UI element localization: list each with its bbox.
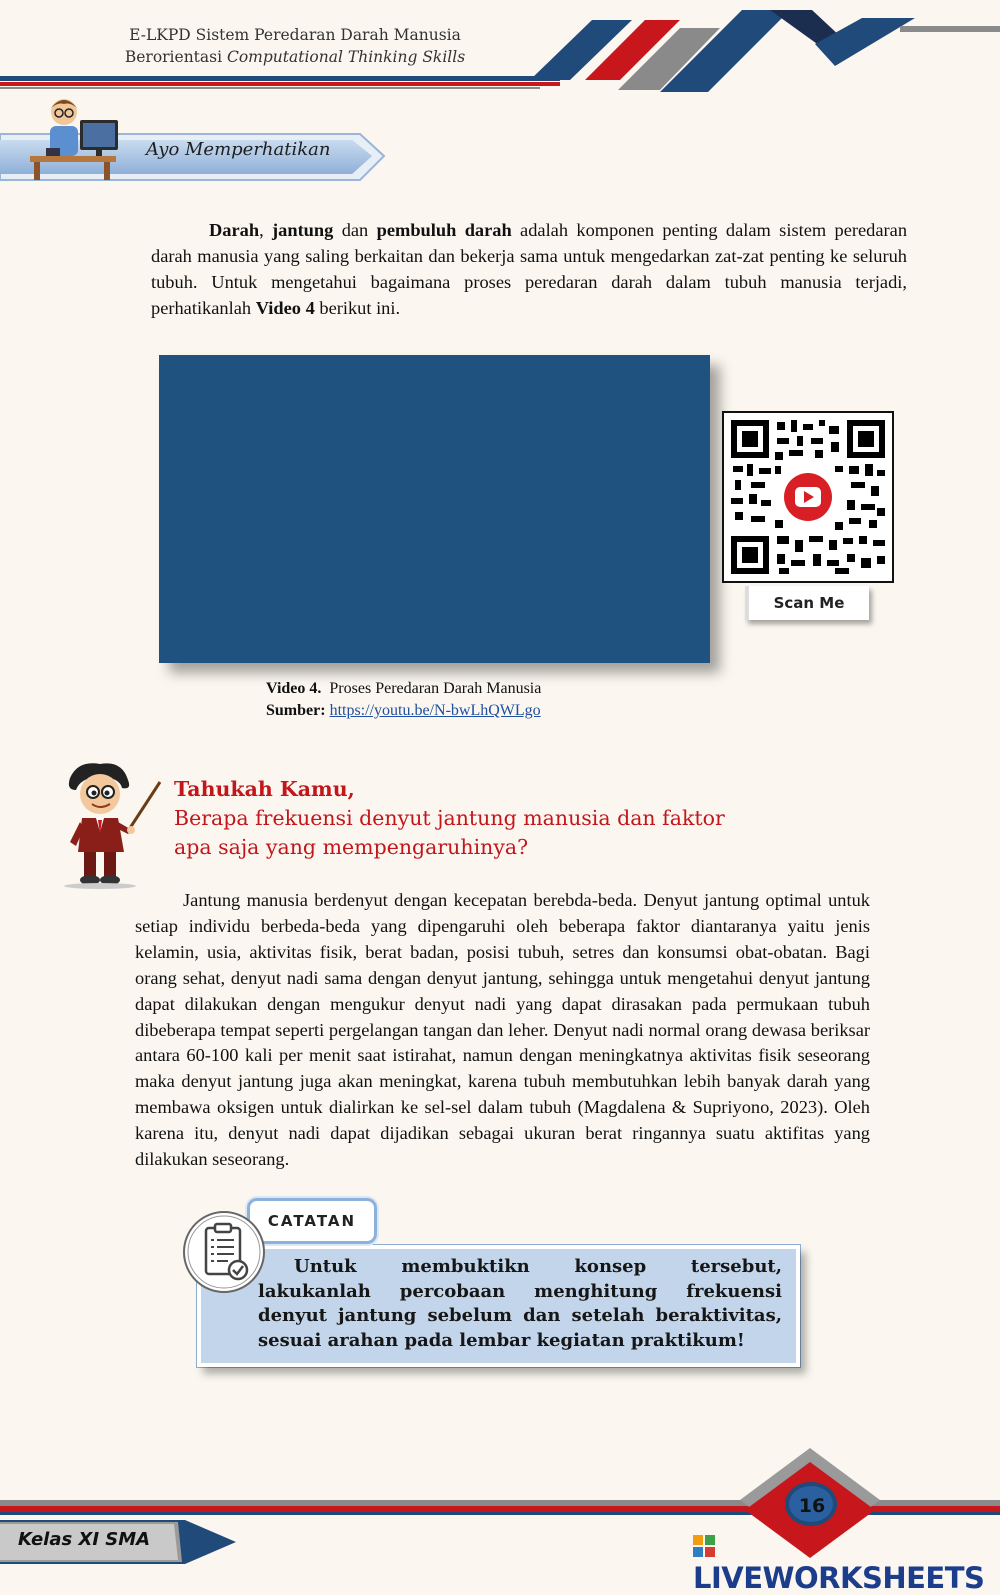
header-line-2: Berorientasi Computational Thinking Skills <box>124 48 466 66</box>
did-you-know-question-2: apa saja yang mempengaruhinya? <box>174 835 529 859</box>
video-player[interactable] <box>159 355 710 663</box>
source-link[interactable]: https://youtu.be/N-bwLhQWLgo <box>329 702 541 719</box>
heart-rate-paragraph: Jantung manusia berdenyut dengan kecepatan berebda-beda. Denyut jantung optimal untuk setiap individu berbeda-beda yang dipengaruhi oleh beberapa faktor diantaranya yaitu jenis kelamin, usia, aktivitas fisik, berat badan, posisi tubuh, setres dan konsumsi obat-obatan. Bagi orang sehat, denyut nadi sama dengan denyut jantung, sehingga untuk mengetahui denyut jantung dapat dilakukan dengan mengukur denyut nadi yang dapat dirasakan pada permukaan tubuh dibeberapa tempat seperti pergelangan tangan dan leher. Denyut nadi normal orang dewasa beriksar antara 60-100 kali per menit saat istirahat, namun dengan meningkatnya aktivitas fisik seseorang maka denyut jantung juga akan meningkat, karena tubuh membutuhkan lebih banyak darah yang membawa oksigen untuk dialirkan ke sel-sel dalam tubuh (Magdalena & Supriyono, 2023). Oleh karena itu, denyut nadi dapat dijadikan sebagai ukuran berat ringannya suatu aktifitas yang dilakukan seseorang. <box>135 890 870 1170</box>
caption-line: Video 4. Proses Peredaran Darah Manusia <box>266 680 542 697</box>
qr-code-icon <box>731 420 885 574</box>
liveworksheets-logo-icon <box>693 1535 715 1557</box>
brand-text: LIVEWORKSHEETS <box>693 1561 985 1595</box>
note-tag: CATATAN <box>247 1198 377 1244</box>
video-caption <box>266 678 541 722</box>
document-header <box>95 24 495 68</box>
scan-me-label: Scan Me <box>745 586 869 620</box>
page-number: 16 <box>798 1495 826 1517</box>
clipboard-check-icon <box>182 1210 268 1296</box>
did-you-know-heading <box>174 775 734 862</box>
note-text: Untuk membuktikn konsep tersebut, lakukanlah percobaan menghitung frekuensi denyut jantung sebelum dan setelah beraktivitas, sesuai arahan pada lembar kegiatan praktikum! <box>258 1256 782 1351</box>
class-label: Kelas XI SMA <box>18 1529 151 1550</box>
person-at-computer-icon <box>24 98 124 183</box>
liveworksheets-logo[interactable] <box>693 1527 1000 1595</box>
teacher-pointer-icon <box>60 760 165 890</box>
intro-paragraph: Darah, jantung dan pembuluh darah adalah komponen penting dalam sistem peredaran darah manusia yang saling berkaitan dan bekerja sama untuk mengedarkan zat-zat penting ke seluruh tubuh. Untuk mengetahui bagaimana proses peredaran darah dalam tubuh manusia terjadi, perhatikanlah Video 4 berikut ini. <box>151 220 908 318</box>
qr-code[interactable] <box>722 411 894 583</box>
header-line-1: E-LKPD Sistem Peredaran Darah Manusia <box>129 26 461 44</box>
source-line: Sumber: https://youtu.be/N-bwLhQWLgo <box>266 702 541 719</box>
youtube-play-icon <box>795 487 821 507</box>
did-you-know-question-1: Berapa frekuensi denyut jantung manusia dan faktor <box>174 806 725 830</box>
did-you-know-title: Tahukah Kamu, <box>174 777 355 801</box>
section-title: Ayo Memperhatikan <box>146 139 331 160</box>
